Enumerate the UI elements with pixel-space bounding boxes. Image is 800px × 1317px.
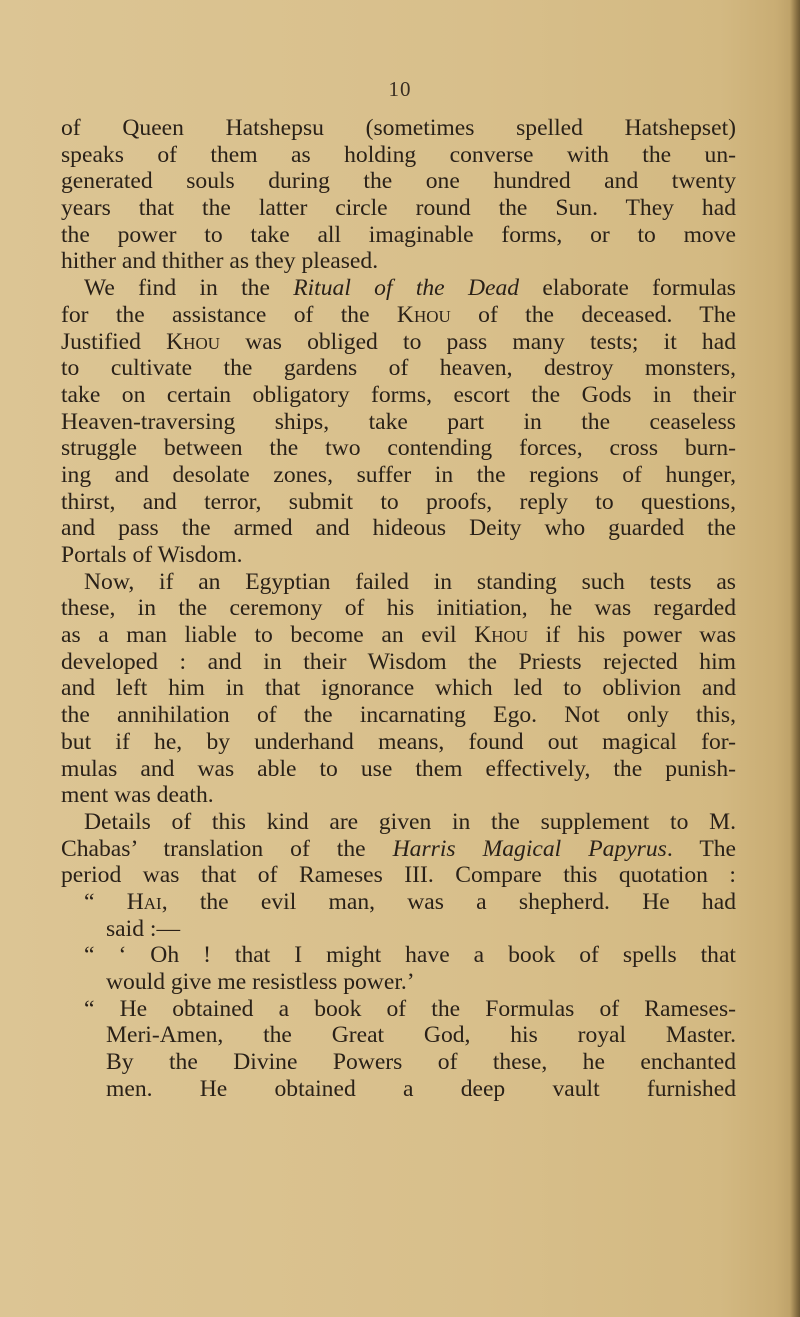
text-line: ing and desolate zones, suffer in the regions of hunger, [61,461,736,488]
text-line: Heaven-traversing ships, take part in the ceaseless [61,408,736,435]
quote-line-hai: “ Hai, the evil man, was a shepherd. He had [84,888,737,915]
text-line-khou: as a man liable to become an evil Khou if his power was [61,622,736,649]
text-line: hither and thither as they pleased. [61,248,379,275]
text-line: but if he, by underhand means, found out magical for- [61,728,736,755]
quote-line: By the Divine Powers of these, he enchanted [106,1049,736,1076]
text-line: struggle between the two contending forces, cross burn- [61,435,736,462]
text-line: generated souls during the one hundred and twenty [61,168,736,195]
text-line: Portals of Wisdom. [61,542,243,568]
quote-line: men. He obtained a deep vault furnished [106,1075,736,1102]
text-line-khou: Justified Khou was obliged to pass many tests; it had [61,328,736,355]
text-line: and pass the armed and hideous Deity who guarded the [61,515,736,542]
page-number: 10 [388,77,412,101]
text-line: Now, if an Egyptian failed in standing such tests as [84,568,736,595]
text-line-ritual: We find in the Ritual of the Dead elaborate formulas [84,275,736,302]
text-line-khou: for the assistance of the Khou of the deceased. The [61,301,736,328]
body-text [61,115,736,1102]
quote-line: “ He obtained a book of the Formulas of Rameses- [84,995,736,1022]
text-line: speaks of them as holding converse with the un- [61,141,736,168]
text-line: to cultivate the gardens of heaven, destroy monsters, [61,355,736,382]
text-line: of Queen Hatshepsu (sometimes spelled Hatshepset) [61,115,736,141]
text-line: ment was death. [61,782,214,809]
text-line: mulas and was able to use them effectively, the punish- [61,755,736,782]
text-line: thirst, and terror, submit to proofs, reply to questions, [61,488,736,515]
text-line-harris: Chabas’ translation of the Harris Magical Papyrus. The [61,835,736,862]
text-line: take on certain obligatory forms, escort the Gods in their [61,381,736,408]
text-line: Details of this kind are given in the supplement to M. [84,808,736,835]
text-line: these, in the ceremony of his initiation, he was regarded [61,595,736,622]
text-line: developed : and in their Wisdom the Priests rejected him [61,648,736,675]
quote-line: Meri-Amen, the Great God, his royal Master. [106,1022,736,1049]
quote-line: said :— [106,915,181,942]
page-binding-edge [790,0,800,1317]
text-line: years that the latter circle round the Sun. They had [61,195,736,222]
quote-line: “ ‘ Oh ! that I might have a book of spells that [84,942,736,969]
text-line: period was that of Rameses III. Compare this quotation : [61,862,736,889]
text-line: the annihilation of the incarnating Ego. Not only this, [61,702,736,729]
text-line: the power to take all imaginable forms, or to move [61,221,736,248]
text-line: and left him in that ignorance which led to oblivion and [61,675,736,702]
quote-line: would give me resistless power.’ [106,969,415,995]
